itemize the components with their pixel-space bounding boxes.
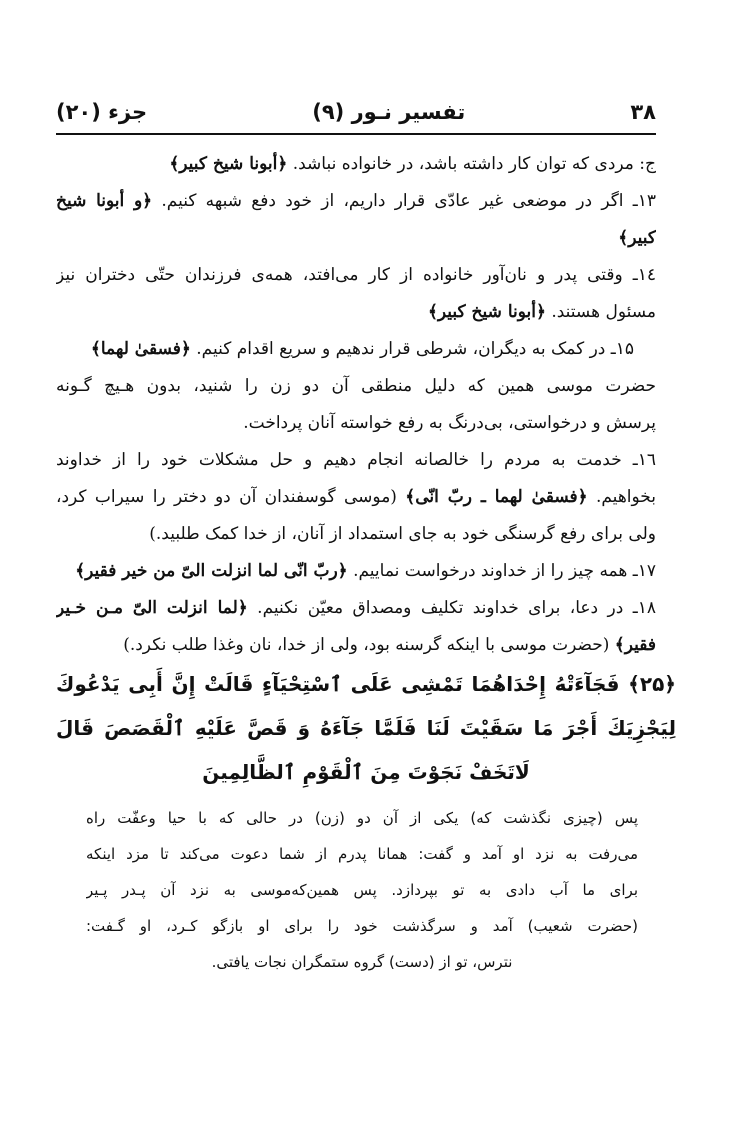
page-header — [56, 92, 656, 132]
point-line: پرسش و درخواستی، بی‌درنگ به رفع خواسته آنان پرداخت. — [243, 413, 656, 433]
quran-verse — [56, 662, 676, 794]
point-line: ۱۷ـ همه چیز را از خداوند درخواست نماییم. ﴿ربّ انّی لما انزلت الیّ من خیر فقیر﴾ — [75, 561, 656, 581]
point-line: ۱۵ـ در کمک به دیگران، شرطی قرار ندهیم و سریع اقدام کنیم. ﴿فسقىٰ لهما﴾ — [90, 339, 634, 359]
quran-quote: ﴿و أبونا شیخ — [56, 191, 153, 211]
header-divider — [56, 133, 656, 135]
translation-line: نترس، تو از (دست) گروه ستمگران نجات یافتی. — [211, 953, 513, 971]
translation-line: (حضرت شعیب) آمد و سرگذشت خود را برای او بازگو کـرد، او گـفت: — [86, 917, 638, 935]
part-label: جزء (۲۰) — [56, 100, 148, 124]
quran-quote: ﴿فسقىٰ لهما﴾ — [90, 339, 191, 359]
point-line: حضرت موسی همین که دلیل منطقی آن دو زن را شنید، بدون هـیچ گـونه — [56, 376, 656, 396]
translation-line: پس (چیزی نگذشت که) یکی از آن دو (زن) در حالی که با حیا وعفّت راه — [86, 809, 638, 827]
point-line: فقیر﴾ (حضرت موسی با اینکه گرسنه بود، ولی از خدا، نان وغذا طلب نکرد.) — [123, 635, 656, 655]
point-line — [56, 220, 656, 257]
point-line: بخواهیم. ﴿فسقىٰ لهما ـ ربّ انّی﴾ (موسی گوسفندان آن دو دختر را سیراب کرد، — [56, 487, 656, 507]
verse-line: لِيَجْزِيَكَ أَجْرَ مَا سَقَيْتَ لَنَا فَلَمَّا جَآءَهُ وَ قَصَّ عَلَيْهِ ٱلْقَصَصَ قَالَ — [56, 716, 676, 740]
translation-line: می‌رفت به نزد او آمد و گفت: همانا پدرم از شما دعوت می‌کند تا مزد اینکه — [86, 845, 638, 863]
quran-quote: کبیر﴾ — [618, 228, 656, 248]
point-line: ج: مردی که توان کار داشته باشد، در خانواده نباشد. ﴿أبونا شیخ کبیر﴾ — [169, 154, 656, 174]
point-line: ۱۸ـ در دعا، برای خداوند تکلیف ومصداق معیّن نکنیم. ﴿لما انزلت الیّ مـن خـیر — [56, 598, 656, 618]
point-line: ۱٦ـ خدمت به مردم را خالصانه انجام دهیم و حل مشکلات خود را از خداوند — [56, 450, 656, 470]
point-line: ۱۳ـ اگر در موضعی غیر عادّی قرار داریم، از خود دفع شبهه کنیم. ﴿و أبونا شیخ — [56, 191, 656, 211]
point-line: مسئول هستند. ﴿أبونا شیخ کبیر﴾ — [427, 302, 656, 322]
verse-line: لَاتَخَفْ نَجَوْتَ مِنَ ٱلْقَوْمِ ٱلظَّالِمِينَ — [202, 760, 530, 784]
translation-line: برای ما آب دادی به تو بپردازد. پس همین‌که‌موسی به نزد آن پـدر پـیر — [86, 881, 638, 899]
verse-translation — [86, 800, 638, 980]
quran-quote: فقیر﴾ — [614, 635, 656, 655]
page-number: ۳۸ — [630, 100, 656, 124]
point-line: ۱٤ـ وقتی پدر و نان‌آور خانواده از کار می‌افتد، همه‌ی فرزندان حتّی دختران نیز — [56, 265, 656, 285]
point-line: ولی برای رفع گرسنگی خود به جای استمداد از آنان، از خدا کمک طلبید.) — [149, 524, 656, 544]
verse-line: ﴿۲۵﴾ فَجَآءَتْهُ إِحْدَاهُمَا تَمْشِى عَلَى ٱسْتِحْيَآءٍ قَالَتْ إِنَّ أَبِى يَدْعُوكَ — [56, 672, 676, 696]
quran-quote: ﴿أبونا شیخ کبیر﴾ — [169, 154, 288, 174]
quran-quote: ﴿أبونا شیخ کبیر﴾ — [427, 302, 546, 322]
quran-quote: ﴿ربّ انّی لما انزلت الیّ من خیر فقیر﴾ — [75, 561, 348, 581]
verse-number: ﴿۲۵﴾ — [628, 672, 676, 696]
points-list — [56, 146, 656, 664]
quran-quote: ﴿فسقىٰ لهما ـ ربّ انّی﴾ — [405, 487, 588, 507]
quran-quote: ﴿لما انزلت الیّ مـن خـیر — [56, 598, 248, 618]
book-title: تفسیر نـور (۹) — [312, 100, 466, 124]
